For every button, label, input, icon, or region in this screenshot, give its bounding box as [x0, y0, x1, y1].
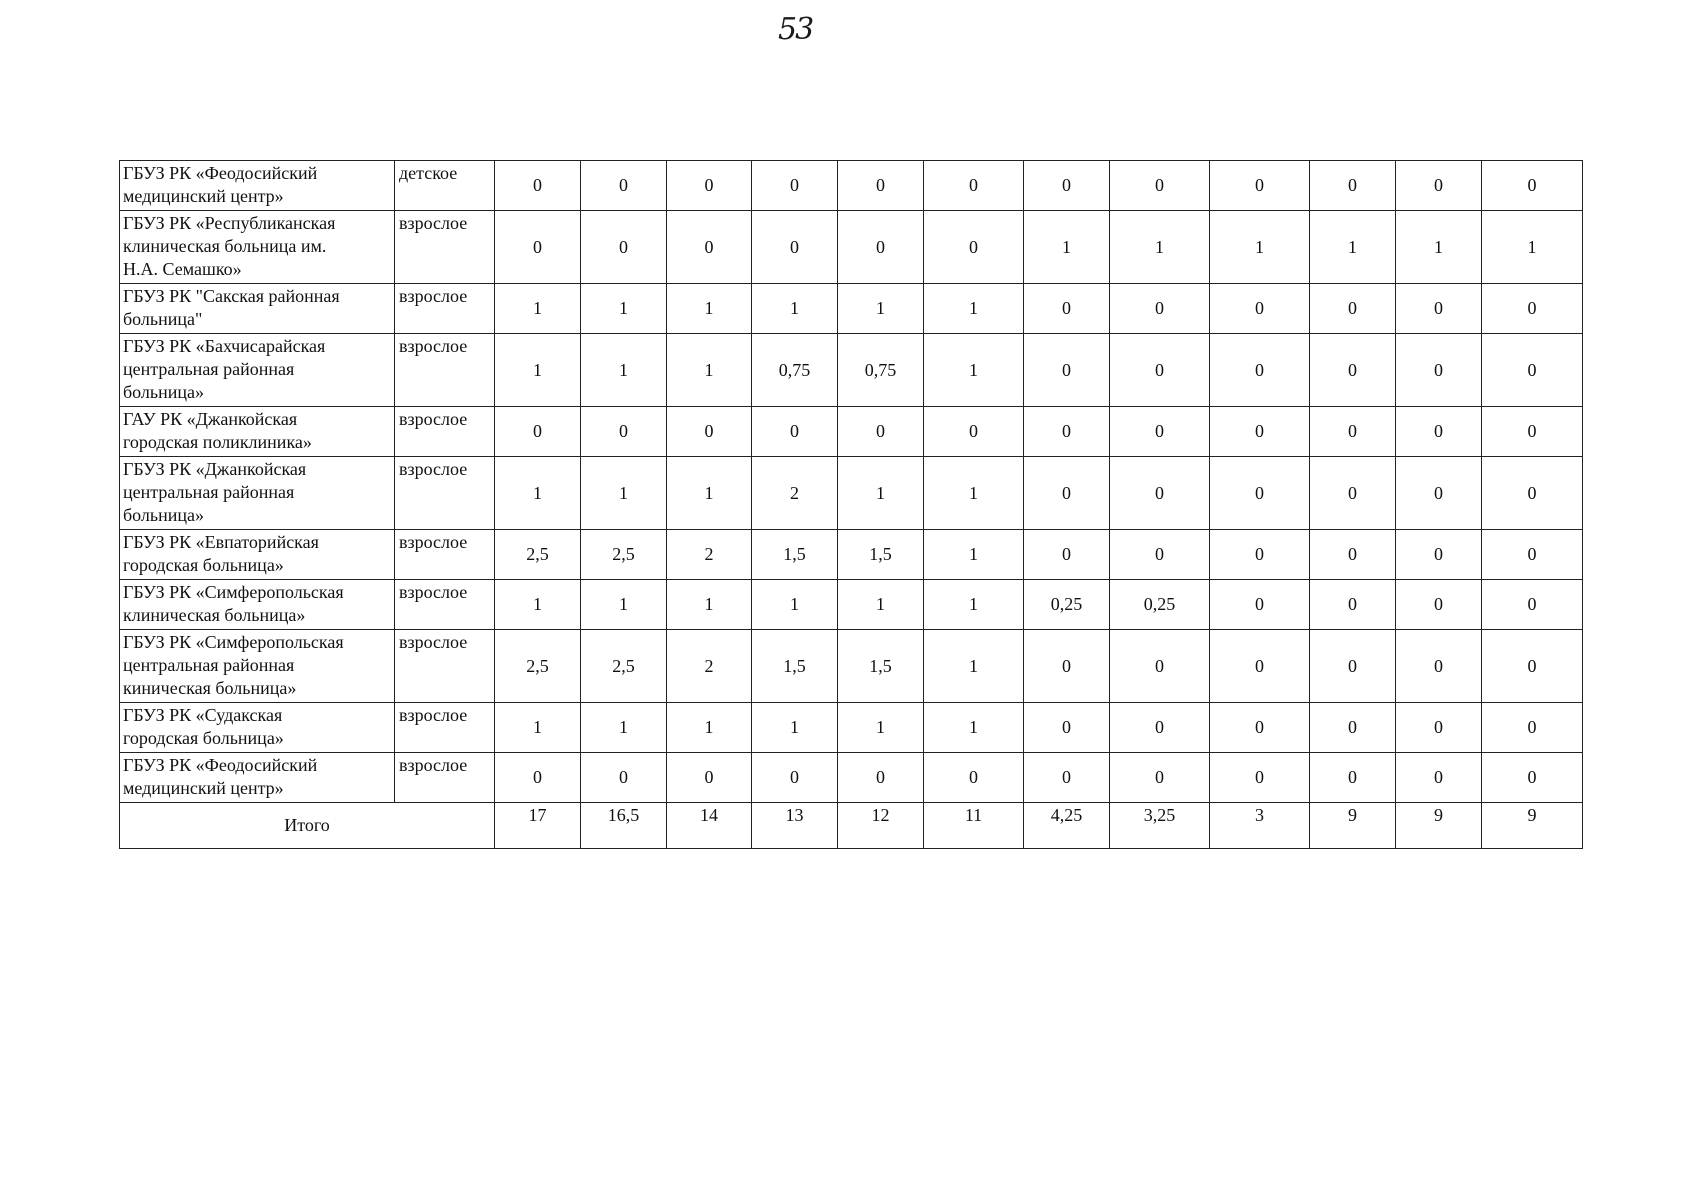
value-cell: 1: [495, 284, 581, 334]
value-cell: 1: [581, 580, 667, 630]
type-cell: взрослое: [395, 753, 495, 803]
organization-name: ГБУЗ РК "Сакская районная больница": [123, 286, 340, 329]
value-cell: 1: [495, 334, 581, 407]
value-cell: 0: [1210, 284, 1310, 334]
value-cell: 1: [1024, 211, 1110, 284]
value-cell: 0: [1482, 753, 1583, 803]
total-cell: 17: [495, 803, 581, 849]
organization-name: ГБУЗ РК «Симферопольская клиническая больница»: [123, 582, 344, 625]
organization-name: ГБУЗ РК «Судакская городская больница»: [123, 705, 284, 748]
value-cell: 0: [752, 161, 838, 211]
value-cell: 0: [1110, 530, 1210, 580]
value-cell: 0: [1396, 161, 1482, 211]
value-cell: 0: [1396, 457, 1482, 530]
value-cell: 2,5: [495, 530, 581, 580]
value-cell: 1: [667, 334, 752, 407]
value-cell: 1: [838, 703, 924, 753]
value-cell: 1: [1310, 211, 1396, 284]
type-cell: взрослое: [395, 211, 495, 284]
value-cell: 0: [1110, 284, 1210, 334]
total-cell: 9: [1396, 803, 1482, 849]
organization-name: ГАУ РК «Джанкойская городская поликлиника»: [123, 409, 312, 452]
value-cell: 0: [1310, 334, 1396, 407]
value-cell: 0: [667, 211, 752, 284]
value-cell: 0: [1210, 457, 1310, 530]
value-cell: 2,5: [581, 530, 667, 580]
organization-cell: [120, 703, 395, 753]
organization-cell: [120, 753, 395, 803]
value-cell: 0: [1396, 703, 1482, 753]
value-cell: 0: [495, 753, 581, 803]
type-cell: взрослое: [395, 284, 495, 334]
type-cell: взрослое: [395, 407, 495, 457]
total-cell: 11: [924, 803, 1024, 849]
type-cell: взрослое: [395, 530, 495, 580]
value-cell: 0: [1310, 530, 1396, 580]
value-cell: 0: [924, 753, 1024, 803]
value-cell: 0: [1110, 703, 1210, 753]
organization-name: ГБУЗ РК «Джанкойская центральная районная больница»: [123, 459, 307, 525]
value-cell: 1: [924, 284, 1024, 334]
total-row: [120, 803, 1583, 849]
organization-cell: [120, 457, 395, 530]
value-cell: 1,5: [838, 630, 924, 703]
value-cell: 1: [495, 703, 581, 753]
value-cell: 0: [1024, 530, 1110, 580]
value-cell: 1: [495, 580, 581, 630]
value-cell: 1: [924, 530, 1024, 580]
value-cell: 1: [752, 703, 838, 753]
value-cell: 0: [752, 753, 838, 803]
value-cell: 0: [1024, 161, 1110, 211]
value-cell: 0: [1482, 334, 1583, 407]
type-cell: взрослое: [395, 703, 495, 753]
value-cell: 0,75: [838, 334, 924, 407]
value-cell: 1: [838, 284, 924, 334]
value-cell: 0: [1310, 457, 1396, 530]
organization-cell: [120, 284, 395, 334]
value-cell: 0: [1210, 630, 1310, 703]
value-cell: 1: [924, 457, 1024, 530]
value-cell: 0: [1310, 580, 1396, 630]
value-cell: 0: [1396, 630, 1482, 703]
type-cell: детское: [395, 161, 495, 211]
value-cell: 0: [1110, 630, 1210, 703]
value-cell: 0: [667, 407, 752, 457]
value-cell: 1: [924, 703, 1024, 753]
value-cell: 0: [581, 407, 667, 457]
total-cell: 12: [838, 803, 924, 849]
value-cell: 1: [924, 334, 1024, 407]
value-cell: 1: [752, 284, 838, 334]
table-row: [120, 580, 1583, 630]
table-row: [120, 753, 1583, 803]
value-cell: 0: [1396, 530, 1482, 580]
value-cell: 0: [581, 211, 667, 284]
value-cell: 0: [1310, 284, 1396, 334]
value-cell: 1: [581, 703, 667, 753]
value-cell: 0: [495, 211, 581, 284]
value-cell: 0: [581, 161, 667, 211]
value-cell: 1: [838, 457, 924, 530]
value-cell: 0: [1110, 334, 1210, 407]
table-row: [120, 284, 1583, 334]
value-cell: 0: [667, 161, 752, 211]
value-cell: 0: [495, 407, 581, 457]
table-row: [120, 407, 1583, 457]
value-cell: 0: [1310, 407, 1396, 457]
value-cell: 0,75: [752, 334, 838, 407]
value-cell: 1: [667, 284, 752, 334]
value-cell: 0: [838, 753, 924, 803]
table-row: [120, 530, 1583, 580]
report-table: [119, 160, 1583, 849]
value-cell: 2: [667, 530, 752, 580]
value-cell: 0: [1310, 753, 1396, 803]
value-cell: 1: [924, 580, 1024, 630]
organization-cell: [120, 630, 395, 703]
value-cell: 0: [667, 753, 752, 803]
value-cell: 2,5: [495, 630, 581, 703]
value-cell: 1,5: [752, 530, 838, 580]
total-cell: 4,25: [1024, 803, 1110, 849]
total-cell: 13: [752, 803, 838, 849]
value-cell: 0: [1482, 630, 1583, 703]
value-cell: 0: [1396, 753, 1482, 803]
value-cell: 1,5: [752, 630, 838, 703]
value-cell: 0: [1482, 161, 1583, 211]
value-cell: 0: [581, 753, 667, 803]
organization-cell: [120, 211, 395, 284]
value-cell: 0: [1110, 407, 1210, 457]
value-cell: 1: [581, 457, 667, 530]
organization-cell: [120, 530, 395, 580]
value-cell: 1: [1210, 211, 1310, 284]
organization-cell: [120, 334, 395, 407]
value-cell: 1: [581, 284, 667, 334]
value-cell: 2: [667, 630, 752, 703]
organization-cell: [120, 161, 395, 211]
value-cell: 0: [838, 407, 924, 457]
type-cell: взрослое: [395, 457, 495, 530]
value-cell: 1: [667, 580, 752, 630]
value-cell: 0: [1024, 334, 1110, 407]
value-cell: 0: [1210, 530, 1310, 580]
table-row: [120, 161, 1583, 211]
value-cell: 0: [1110, 753, 1210, 803]
value-cell: 0: [752, 211, 838, 284]
total-cell: 3,25: [1110, 803, 1210, 849]
value-cell: 0: [1110, 457, 1210, 530]
value-cell: 0: [1210, 753, 1310, 803]
table-row: [120, 334, 1583, 407]
value-cell: 0: [1024, 284, 1110, 334]
value-cell: 0: [1396, 334, 1482, 407]
table-row: [120, 457, 1583, 530]
total-cell: 16,5: [581, 803, 667, 849]
value-cell: 0,25: [1110, 580, 1210, 630]
value-cell: 0: [1024, 703, 1110, 753]
total-cell: 14: [667, 803, 752, 849]
organization-cell: [120, 580, 395, 630]
value-cell: 0: [838, 161, 924, 211]
value-cell: 1: [1396, 211, 1482, 284]
page-number: 53: [778, 12, 813, 47]
value-cell: 1: [838, 580, 924, 630]
value-cell: 1,5: [838, 530, 924, 580]
value-cell: 0: [1210, 580, 1310, 630]
total-cell: 9: [1482, 803, 1583, 849]
value-cell: 0: [1396, 580, 1482, 630]
value-cell: 0: [1024, 407, 1110, 457]
table-body: [120, 161, 1583, 849]
value-cell: 0: [1482, 407, 1583, 457]
organization-name: ГБУЗ РК «Республиканская клиническая больница им. Н.А. Семашко»: [123, 213, 336, 279]
value-cell: 0: [924, 407, 1024, 457]
value-cell: 0: [1482, 703, 1583, 753]
table-row: [120, 630, 1583, 703]
value-cell: 0: [1210, 161, 1310, 211]
value-cell: 0: [1210, 703, 1310, 753]
value-cell: 0: [838, 211, 924, 284]
value-cell: 0: [495, 161, 581, 211]
value-cell: 1: [667, 457, 752, 530]
value-cell: 0: [1310, 630, 1396, 703]
table-row: [120, 703, 1583, 753]
value-cell: 2: [752, 457, 838, 530]
value-cell: 0: [1396, 284, 1482, 334]
organization-cell: [120, 407, 395, 457]
table-row: [120, 211, 1583, 284]
value-cell: 1: [752, 580, 838, 630]
value-cell: 1: [1110, 211, 1210, 284]
value-cell: 1: [1482, 211, 1583, 284]
value-cell: 0: [752, 407, 838, 457]
value-cell: 0: [1310, 161, 1396, 211]
value-cell: 0: [1482, 580, 1583, 630]
type-cell: взрослое: [395, 334, 495, 407]
value-cell: 0: [1310, 703, 1396, 753]
total-cell: 9: [1310, 803, 1396, 849]
value-cell: 1: [581, 334, 667, 407]
value-cell: 0: [924, 161, 1024, 211]
value-cell: 0: [1482, 457, 1583, 530]
value-cell: 1: [667, 703, 752, 753]
organization-name: ГБУЗ РК «Евпаторийская городская больница»: [123, 532, 319, 575]
value-cell: 1: [495, 457, 581, 530]
value-cell: 0: [1024, 457, 1110, 530]
value-cell: 2,5: [581, 630, 667, 703]
total-label: Итого: [120, 803, 495, 849]
value-cell: 0,25: [1024, 580, 1110, 630]
total-cell: 3: [1210, 803, 1310, 849]
type-cell: взрослое: [395, 630, 495, 703]
value-cell: 0: [1024, 753, 1110, 803]
organization-name: ГБУЗ РК «Симферопольская центральная районная киническая больница»: [123, 632, 344, 698]
organization-name: ГБУЗ РК «Феодосийский медицинский центр»: [123, 755, 318, 798]
organization-name: ГБУЗ РК «Бахчисарайская центральная районная больница»: [123, 336, 326, 402]
value-cell: 0: [1396, 407, 1482, 457]
value-cell: 0: [1024, 630, 1110, 703]
value-cell: 0: [924, 211, 1024, 284]
value-cell: 0: [1110, 161, 1210, 211]
value-cell: 0: [1210, 334, 1310, 407]
value-cell: 0: [1482, 284, 1583, 334]
type-cell: взрослое: [395, 580, 495, 630]
value-cell: 0: [1482, 530, 1583, 580]
organization-name: ГБУЗ РК «Феодосийский медицинский центр»: [123, 163, 318, 206]
value-cell: 1: [924, 630, 1024, 703]
value-cell: 0: [1210, 407, 1310, 457]
